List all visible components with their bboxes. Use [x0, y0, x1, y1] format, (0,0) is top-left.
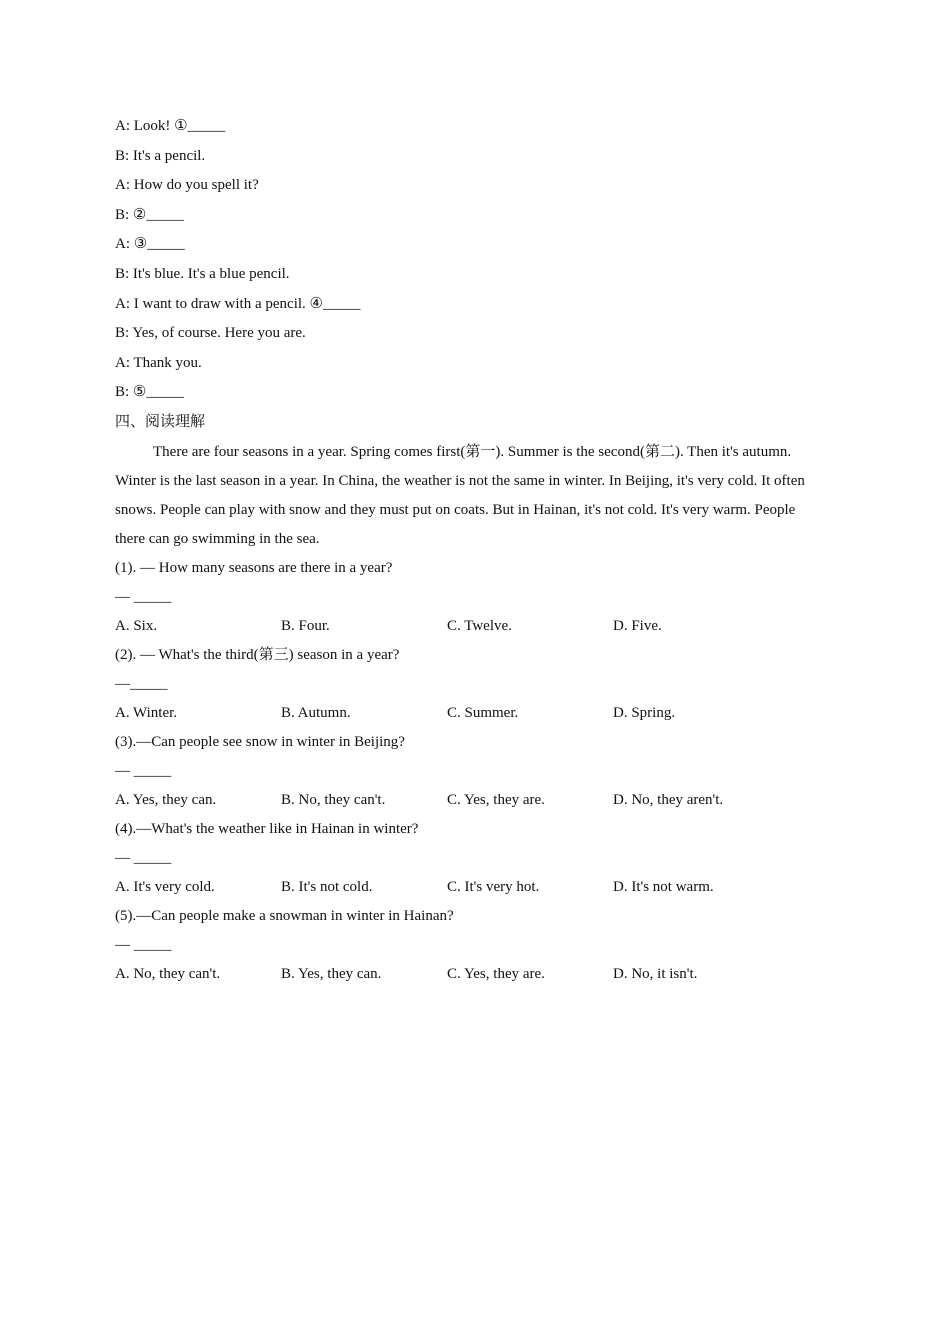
- option-a: A. Yes, they can.: [115, 791, 217, 808]
- question-text: (3).—Can people see snow in winter in Beijing?: [115, 733, 405, 750]
- worksheet-page: [115, 112, 825, 989]
- option-b: B. No, they can't.: [281, 791, 386, 808]
- question-text: (2). — What's the third(第三) season in a year?: [115, 646, 400, 663]
- dialogue-line: B: It's blue. It's a blue pencil.: [115, 265, 290, 282]
- option-c: C. Yes, they are.: [447, 791, 545, 808]
- option-b: B. Yes, they can.: [281, 965, 382, 982]
- option-d: D. No, it isn't.: [613, 965, 698, 982]
- option-c: C. Twelve.: [447, 617, 512, 634]
- options-row: [115, 960, 825, 989]
- option-d: D. It's not warm.: [613, 878, 714, 895]
- option-a: A. No, they can't.: [115, 965, 221, 982]
- option-b: B. It's not cold.: [281, 878, 373, 895]
- options-row: [115, 612, 825, 641]
- option-c: C. It's very hot.: [447, 878, 540, 895]
- option-d: D. Five.: [613, 617, 662, 634]
- answer-blank: — _____: [115, 849, 172, 866]
- section-heading: 四、阅读理解: [115, 413, 206, 430]
- dialogue-line: A: Thank you.: [115, 354, 202, 371]
- option-d: D. No, they aren't.: [613, 791, 724, 808]
- options-row: [115, 873, 825, 902]
- dialogue-line: A: Look! ①_____: [115, 118, 226, 134]
- question-text: (4).—What's the weather like in Hainan in winter?: [115, 820, 419, 837]
- option-a: A. It's very cold.: [115, 878, 215, 895]
- question-block: [115, 815, 825, 902]
- answer-blank: —_____: [115, 675, 168, 692]
- option-c: C. Summer.: [447, 704, 519, 721]
- options-row: [115, 786, 825, 815]
- reading-passage: There are four seasons in a year. Spring comes first(第一). Summer is the second(第二). Then it's autumn. Winter is the last season in a year. In China, the weather is not the same in winter. In Beijing, it's very cold. It often snows. People can play with snow and they must put on coats. But in Hainan, it's not cold. It's very warm. People there can go swimming in the sea.: [115, 443, 805, 547]
- dialogue-line: A: I want to draw with a pencil. ④_____: [115, 295, 361, 312]
- question-block: [115, 902, 825, 989]
- question-block: [115, 554, 825, 641]
- question-block: [115, 641, 825, 728]
- answer-blank: — _____: [115, 588, 172, 605]
- option-d: D. Spring.: [613, 704, 676, 721]
- option-c: C. Yes, they are.: [447, 965, 545, 982]
- dialogue-line: B: ②_____: [115, 206, 184, 223]
- option-b: B. Four.: [281, 617, 330, 634]
- dialogue-line: B: ⑤_____: [115, 384, 184, 401]
- answer-blank: — _____: [115, 762, 172, 779]
- dialogue-block: [115, 112, 825, 408]
- dialogue-line: B: It's a pencil.: [115, 147, 206, 164]
- option-a: A. Winter.: [115, 704, 178, 721]
- dialogue-line: B: Yes, of course. Here you are.: [115, 325, 306, 342]
- dialogue-line: A: ③_____: [115, 236, 185, 253]
- options-row: [115, 699, 825, 728]
- answer-blank: — _____: [115, 936, 172, 953]
- dialogue-line: A: How do you spell it?: [115, 177, 259, 194]
- question-text: (1). — How many seasons are there in a year?: [115, 559, 393, 576]
- question-block: [115, 728, 825, 815]
- question-text: (5).—Can people make a snowman in winter in Hainan?: [115, 907, 454, 924]
- option-b: B. Autumn.: [281, 704, 351, 721]
- option-a: A. Six.: [115, 617, 158, 634]
